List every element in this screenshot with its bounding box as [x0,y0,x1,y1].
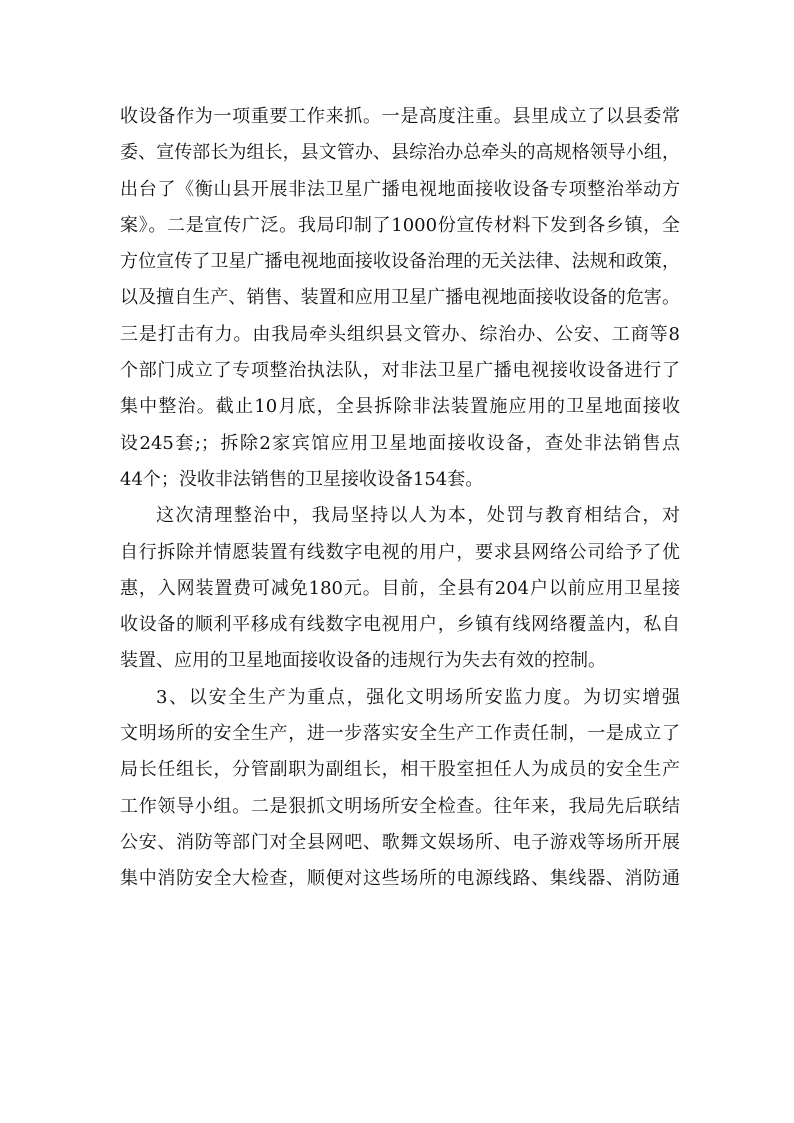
text-line: 局长任组长，分管副职为副组长，相干股室担任人为成员的安全生产 [120,759,680,781]
text-line: 案》。二是宣传广泛。我局印制了1000份宣传材料下发到各乡镇，全 [120,214,680,236]
text-line: 个部门成立了专项整治执法队，对非法卫星广播电视接收设备进行了 [120,360,680,382]
text-line: 工作领导小组。二是狠抓文明场所安全检查。往年来，我局先后联结 [120,795,680,817]
text-line: 收设备作为一项重要工作来抓。一是高度注重。县里成立了以县委常 [120,106,680,127]
text-line: 集中消防安全大检查，顺便对这些场所的电源线路、集线器、消防通 [120,868,680,890]
text-line: 装置、应用的卫星地面接收设备的违规行为失去有效的控制。 [120,650,606,672]
text-line: 3、以安全生产为重点，强化文明场所安监力度。为切实增强 [156,686,680,708]
text-line: 集中整治。截止10月底，全县拆除非法装置施应用的卫星地面接收 [120,396,680,418]
text-line: 委、宣传部长为组长，县文管办、县综治办总牵头的高规格领导小组， [120,142,680,164]
text-line: 设245套;；拆除2家宾馆应用卫星地面接收设备，查处非法销售点 [120,432,680,454]
text-line: 惠，入网装置费可减免180元。目前，全县有204户以前应用卫星接 [120,577,680,599]
text-line: 44个；没收非法销售的卫星接收设备154套。 [120,468,484,490]
text-line: 这次清理整治中，我局坚持以人为本，处罚与教育相结合，对 [156,505,680,527]
text-line: 方位宣传了卫星广播电视地面接收设备治理的无关法律、法规和政策， [120,251,680,273]
text-line: 自行拆除并情愿装置有线数字电视的用户，要求县网络公司给予了优 [120,541,680,563]
text-line: 出台了《衡山县开展非法卫星广播电视地面接收设备专项整治举动方 [120,178,680,200]
document-body [120,99,680,898]
text-line: 收设备的顺利平移成有线数字电视用户，乡镇有线网络覆盖内，私自 [120,614,680,636]
text-line: 以及擅自生产、销售、装置和应用卫星广播电视地面接收设备的危害。 [120,287,680,309]
text-line: 三是打击有力。由我局牵头组织县文管办、综治办、公安、工商等8 [120,323,680,345]
text-line: 文明场所的安全生产，进一步落实安全生产工作责任制，一是成立了 [120,723,680,745]
text-line: 公安、消防等部门对全县网吧、歌舞文娱场所、电子游戏等场所开展 [120,831,680,853]
